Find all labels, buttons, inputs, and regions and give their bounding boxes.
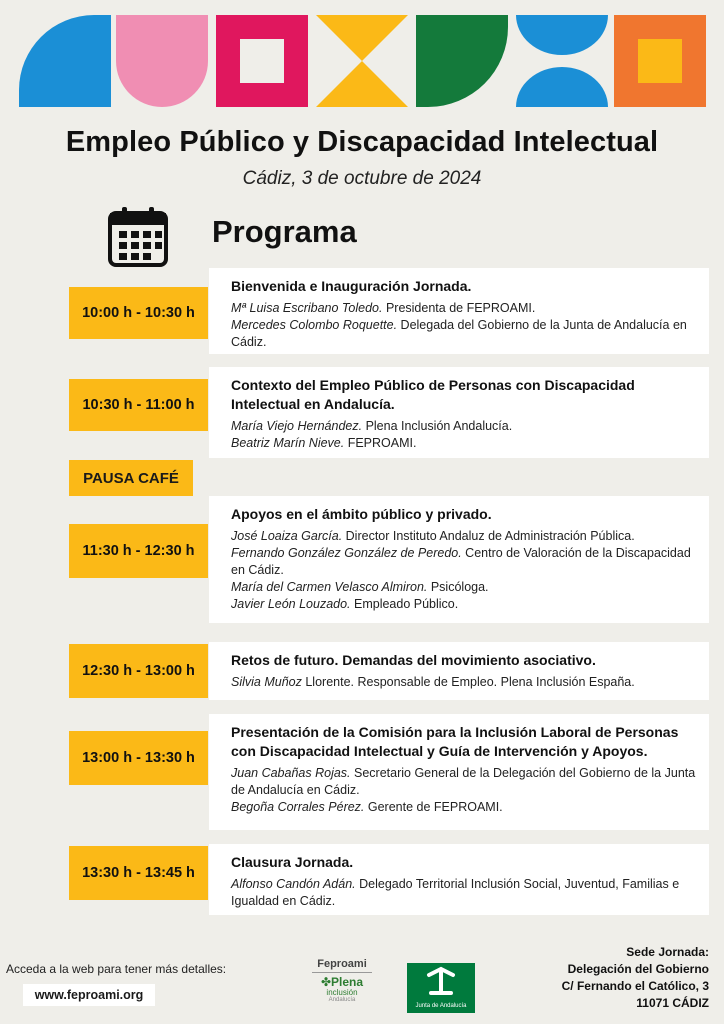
venue-street: C/ Fernando el Católico, 3 bbox=[561, 979, 709, 993]
speaker-name: Silvia Muñoz bbox=[231, 675, 302, 689]
junta-andalucia-logo bbox=[407, 963, 475, 1013]
speaker-name: Beatriz Marín Nieve. bbox=[231, 436, 345, 450]
quarter-circle-green-shape bbox=[416, 15, 508, 107]
double-arch-blue-shape bbox=[516, 15, 608, 107]
venue-name: Delegación del Gobierno bbox=[567, 962, 709, 976]
calendar-icon bbox=[106, 205, 170, 269]
speaker-role: Secretario General de la Delegación del Gobierno de la Junta de Andalucía en Cádiz. bbox=[231, 766, 696, 797]
speaker-line bbox=[231, 876, 697, 910]
speaker-name: Fernando González González de Peredo. bbox=[231, 546, 462, 560]
speaker-role: Llorente. Responsable de Empleo. Plena Inclusión España. bbox=[301, 675, 635, 689]
venue-address bbox=[562, 944, 709, 1012]
speaker-line bbox=[231, 674, 697, 691]
speaker-role: Plena Inclusión Andalucía. bbox=[362, 419, 513, 433]
plena-logo-text bbox=[312, 975, 372, 989]
session-card bbox=[209, 714, 709, 830]
square-orange-shape bbox=[614, 15, 706, 107]
session-time: 13:30 h - 13:45 h bbox=[69, 846, 208, 900]
session-card bbox=[209, 496, 709, 623]
session-title: Contexto del Empleo Público de Personas con Discapacidad Intelectual en Andalucía. bbox=[231, 377, 635, 412]
speaker-role: Centro de Valoración de la Discapacidad en Cádiz. bbox=[231, 546, 691, 577]
session-time: 12:30 h - 13:00 h bbox=[69, 644, 208, 698]
speaker-name: José Loaiza García. bbox=[231, 529, 343, 543]
coffee-break-label: PAUSA CAFÉ bbox=[69, 460, 193, 496]
andalucia-logo-text: Andalucía bbox=[328, 997, 356, 1003]
session-time: 11:30 h - 12:30 h bbox=[69, 524, 208, 578]
square-frame-red-shape bbox=[216, 15, 308, 107]
speaker-name: Begoña Corrales Pérez. bbox=[231, 800, 365, 814]
program-heading: Programa bbox=[212, 214, 357, 249]
speaker-line bbox=[231, 528, 697, 545]
speaker-line bbox=[231, 799, 697, 816]
speaker-line bbox=[231, 765, 697, 799]
web-info-text: Acceda a la web para tener más detalles: bbox=[6, 962, 227, 976]
session-title: Retos de futuro. Demandas del movimiento asociativo. bbox=[231, 652, 596, 668]
speaker-role: Gerente de FEPROAMI. bbox=[364, 800, 503, 814]
session-time: 10:00 h - 10:30 h bbox=[69, 287, 208, 339]
speaker-line bbox=[231, 596, 697, 613]
speaker-role: Presidenta de FEPROAMI. bbox=[382, 301, 536, 315]
speaker-name: Alfonso Candón Adán. bbox=[231, 877, 356, 891]
event-date-subtitle: Cádiz, 3 de octubre de 2024 bbox=[242, 168, 482, 189]
speaker-name: Javier León Louzado. bbox=[231, 597, 351, 611]
session-title: Clausura Jornada. bbox=[231, 854, 354, 870]
plena-text: Plena bbox=[331, 975, 364, 989]
speaker-line bbox=[231, 300, 697, 317]
speaker-role: Empleado Público. bbox=[350, 597, 459, 611]
junta-logo-text: Junta de Andalucía bbox=[415, 1003, 467, 1009]
website-link[interactable]: www.feproami.org bbox=[23, 984, 155, 1006]
speaker-name: Juan Cabañas Rojas. bbox=[231, 766, 351, 780]
speaker-role: Delegado Territorial Inclusión Social, Juventud, Familias e Igualdad en Cádiz. bbox=[231, 877, 680, 908]
session-title: Apoyos en el ámbito público y privado. bbox=[231, 506, 492, 522]
session-card bbox=[209, 367, 709, 458]
speaker-line bbox=[231, 435, 697, 452]
session-time: 13:00 h - 13:30 h bbox=[69, 731, 208, 785]
speaker-line bbox=[231, 545, 697, 579]
feproami-logo bbox=[312, 958, 372, 1016]
page-title: Empleo Público y Discapacidad Intelectual bbox=[65, 126, 659, 158]
session-card bbox=[209, 268, 709, 354]
session-title: Presentación de la Comisión para la Inclusión Laboral de Personas con Discapacidad Intelectual y Guía de Intervención y Apoyos. bbox=[231, 724, 679, 759]
venue-city: 11071 CÁDIZ bbox=[636, 996, 709, 1010]
quarter-circle-blue-shape bbox=[19, 15, 111, 107]
speaker-name: Mercedes Colombo Roquette. bbox=[231, 318, 398, 332]
speaker-role: Delegada del Gobierno de la Junta de Andalucía en Cádiz. bbox=[231, 318, 687, 349]
inclusion-logo-text: inclusión bbox=[326, 988, 358, 997]
speaker-line bbox=[231, 317, 697, 351]
junta-emblem-icon bbox=[407, 963, 475, 1003]
feproami-logo-text: Feproami bbox=[312, 958, 372, 973]
speaker-name: María Viejo Hernández. bbox=[231, 419, 363, 433]
speaker-role: Director Instituto Andaluz de Administración Pública. bbox=[342, 529, 635, 543]
speaker-role: FEPROAMI. bbox=[344, 436, 417, 450]
speaker-line bbox=[231, 418, 697, 435]
venue-label: Sede Jornada: bbox=[626, 945, 709, 959]
session-time: 10:30 h - 11:00 h bbox=[69, 379, 208, 431]
session-title: Bienvenida e Inauguración Jornada. bbox=[231, 278, 472, 294]
speaker-name: Mª Luisa Escribano Toledo. bbox=[231, 301, 383, 315]
speaker-line bbox=[231, 579, 697, 596]
speaker-name: María del Carmen Velasco Almiron. bbox=[231, 580, 428, 594]
speaker-role: Psicóloga. bbox=[427, 580, 489, 594]
clover-icon: ✤ bbox=[320, 975, 332, 989]
session-card bbox=[209, 844, 709, 915]
hourglass-yellow-shape bbox=[316, 15, 408, 107]
arch-pink-shape bbox=[116, 15, 208, 107]
session-card bbox=[209, 642, 709, 700]
